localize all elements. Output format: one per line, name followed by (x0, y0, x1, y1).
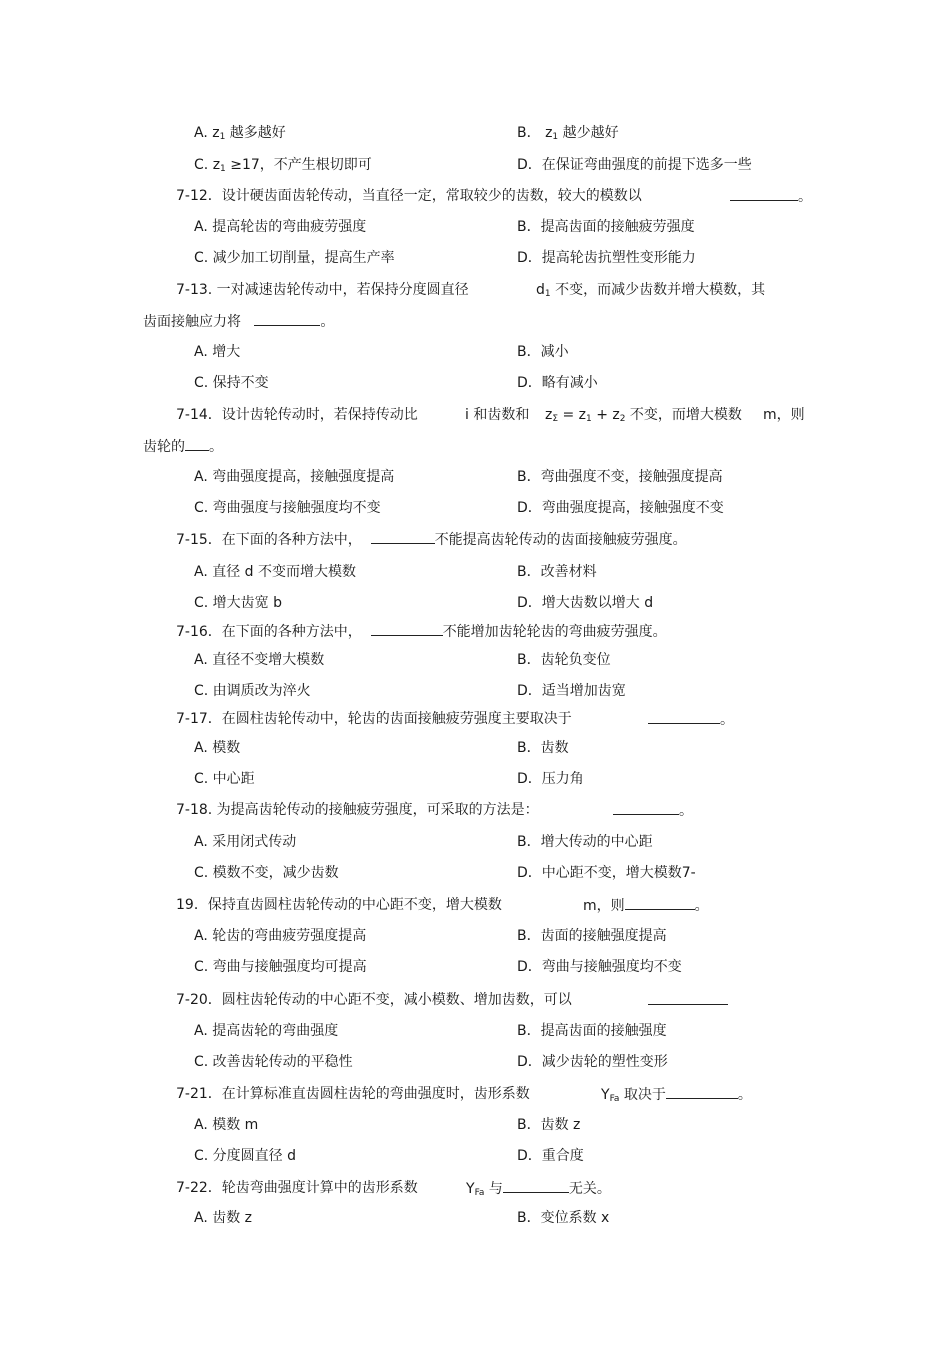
question-7-14: 7-14．设计齿轮传动时，若保持传动比 (176, 407, 418, 423)
q13-option-a: A. 增大 (194, 344, 241, 360)
answer-blank-7-18: 。 (613, 800, 693, 821)
option-a-z1-more: A. $z_1$ 越多越好 (194, 125, 286, 142)
question-7-12: 7-12．设计硬齿面齿轮传动，当直径一定，常取较少的齿数，较大的模数以 (176, 188, 642, 204)
blank-line (503, 1178, 569, 1193)
answer-blank-7-12: 。 (730, 186, 812, 207)
q21-option-b: B．齿数 z (517, 1117, 581, 1133)
q22-option-a: A. 齿数 z (194, 1210, 253, 1226)
q12-option-b: B．提高齿面的接触疲劳强度 (517, 219, 695, 235)
question-7-22-yfa: $Y_{Fa}$ 与 无关。 (466, 1178, 611, 1203)
question-7-19: 19．保持直齿圆柱齿轮传动的中心距不变，增大模数 (176, 897, 502, 913)
blank-line (730, 186, 798, 201)
q14-option-a: A. 弯曲强度提高，接触强度提高 (194, 469, 395, 485)
q12-option-d: D．提高轮齿抗塑性变形能力 (517, 250, 696, 266)
q19-option-c: C. 弯曲与接触强度均可提高 (194, 959, 367, 975)
blank-line (254, 311, 320, 326)
q22-option-b: B．变位系数 x (517, 1210, 610, 1226)
q20-option-a: A. 提高齿轮的弯曲强度 (194, 1023, 339, 1039)
blank-line (648, 709, 720, 724)
question-7-17: 7-17．在圆柱齿轮传动中，轮齿的齿面接触疲劳强度主要取决于 (176, 711, 572, 727)
answer-blank-7-17: 。 (648, 709, 734, 730)
q20-option-d: D．减少齿轮的塑性变形 (517, 1054, 668, 1070)
option-d-bending: D．在保证弯曲强度的前提下选多一些 (517, 157, 752, 173)
option-c-z1-17: C. $z_1 \ge 17$，不产生根切即可 (194, 157, 372, 174)
q17-option-a: A. 模数 (194, 740, 241, 756)
blank-line (648, 990, 728, 1005)
question-7-14-i: i 和齿数和 (465, 407, 530, 423)
q14-option-c: C. 弯曲强度与接触强度均不变 (194, 500, 381, 516)
question-7-19-m: m，则 。 (583, 895, 709, 916)
q19-option-a: A. 轮齿的弯曲疲劳强度提高 (194, 928, 367, 944)
question-7-14-m: m，则 (763, 407, 805, 423)
q19-option-d: D．弯曲与接触强度均不变 (517, 959, 682, 975)
question-7-13-cont: $d_1$ 不变，而减少齿数并增大模数，其 (536, 282, 766, 299)
q14-option-d: D．弯曲强度提高，接触强度不变 (517, 500, 724, 516)
q16-option-d: D．适当增加齿宽 (517, 683, 626, 699)
q18-option-d: D．中心距不变，增大模数7- (517, 865, 696, 881)
question-7-15: 7-15．在下面的各种方法中， 不能提高齿轮传动的齿面接触疲劳强度。 (176, 529, 687, 550)
q19-option-b: B．齿面的接触强度提高 (517, 928, 667, 944)
q12-option-a: A. 提高轮齿的弯曲疲劳强度 (194, 219, 367, 235)
q16-option-b: B．齿轮负变位 (517, 652, 611, 668)
blank-line (371, 529, 435, 544)
question-7-21: 7-21．在计算标准直齿圆柱齿轮的弯曲强度时，齿形系数 (176, 1086, 530, 1102)
q16-option-c: C. 由调质改为淬火 (194, 683, 311, 699)
q21-option-a: A. 模数 m (194, 1117, 259, 1133)
q15-option-c: C. 增大齿宽 b (194, 595, 283, 611)
q13-option-c: C. 保持不变 (194, 375, 269, 391)
q17-option-b: B．齿数 (517, 740, 569, 756)
q13-option-b: B．减小 (517, 344, 569, 360)
q21-option-c: C. 分度圆直径 d (194, 1148, 297, 1164)
q18-option-c: C. 模数不变，减少齿数 (194, 865, 339, 881)
q17-option-c: C. 中心距 (194, 771, 255, 787)
question-7-14-formula: $z_\Sigma = z_1 + z_2$ 不变，而增大模数 (545, 407, 742, 424)
question-7-13-line2: 齿面接触应力将 。 (143, 311, 334, 332)
question-7-22: 7-22．轮齿弯曲强度计算中的齿形系数 (176, 1180, 418, 1196)
q15-option-a: A. 直径 d 不变而增大模数 (194, 564, 357, 580)
question-7-16: 7-16．在下面的各种方法中， 不能增加齿轮轮齿的弯曲疲劳强度。 (176, 621, 667, 642)
q14-option-b: B．弯曲强度不变，接触强度提高 (517, 469, 723, 485)
q15-option-b: B．改善材料 (517, 564, 597, 580)
question-7-18: 7-18. 为提高齿轮传动的接触疲劳强度，可采取的方法是： (176, 802, 539, 818)
option-b-z1-less: B． $z_1$ 越少越好 (517, 125, 619, 142)
q21-option-d: D．重合度 (517, 1148, 584, 1164)
blank-line (625, 895, 695, 910)
q18-option-b: B．增大传动的中心距 (517, 834, 653, 850)
q20-option-c: C. 改善齿轮传动的平稳性 (194, 1054, 353, 1070)
blank-line (371, 621, 443, 636)
blank-line (666, 1084, 738, 1099)
question-7-20: 7-20．圆柱齿轮传动的中心距不变，减小模数、增加齿数，可以 (176, 992, 572, 1008)
answer-blank-7-20 (648, 990, 728, 1011)
question-7-14-line2: 齿轮的 。 (143, 436, 223, 457)
blank-line (613, 800, 679, 815)
blank-line (185, 436, 209, 451)
question-7-21-yfa: $Y_{Fa}$ 取决于 。 (601, 1084, 752, 1109)
q18-option-a: A. 采用闭式传动 (194, 834, 297, 850)
q13-option-d: D．略有减小 (517, 375, 598, 391)
question-7-13: 7-13. 一对减速齿轮传动中，若保持分度圆直径 (176, 282, 469, 298)
q16-option-a: A. 直径不变增大模数 (194, 652, 325, 668)
q15-option-d: D．增大齿数以增大 d (517, 595, 654, 611)
q20-option-b: B．提高齿面的接触强度 (517, 1023, 667, 1039)
q12-option-c: C. 减少加工切削量，提高生产率 (194, 250, 395, 266)
q17-option-d: D．压力角 (517, 771, 584, 787)
